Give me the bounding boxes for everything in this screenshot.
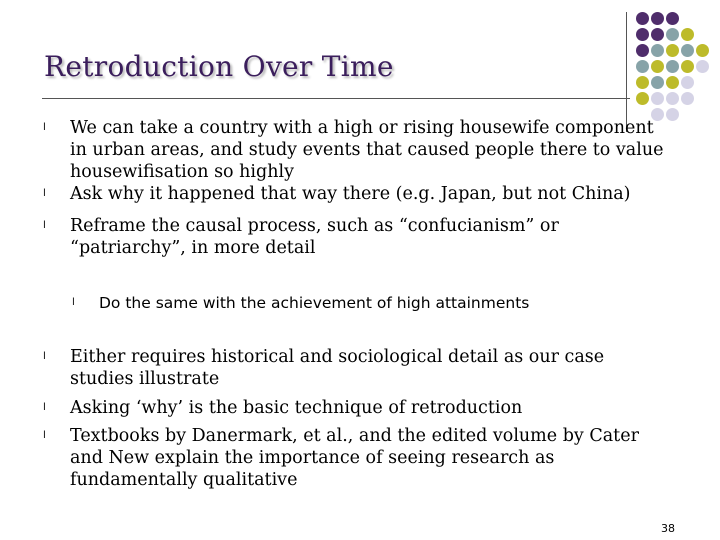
- dot-lavender: [696, 60, 709, 73]
- dot-teal: [681, 44, 694, 57]
- list-item-text: Ask why it happened that way there (e.g. Japan, but not China): [70, 184, 631, 204]
- sub-list-item-text: Do the same with the achievement of high attainments: [99, 294, 530, 312]
- bullet-icon: l: [43, 351, 46, 362]
- dot-olive: [636, 92, 649, 105]
- dot-purple: [636, 44, 649, 57]
- dot-purple: [651, 28, 664, 41]
- dot-teal: [666, 28, 679, 41]
- page-number: 38: [661, 522, 675, 535]
- bullet-icon: l: [43, 430, 46, 441]
- dot-lavender: [681, 76, 694, 89]
- list-item-text: Either requires historical and sociological detail as our case studies illustrate: [70, 347, 605, 389]
- dot-lavender: [681, 92, 694, 105]
- dot-teal: [666, 60, 679, 73]
- list-item: [43, 397, 670, 419]
- dot-purple: [651, 12, 664, 25]
- list-item: [43, 183, 670, 205]
- dot-olive: [681, 60, 694, 73]
- dot-olive: [666, 76, 679, 89]
- dot-purple: [636, 12, 649, 25]
- slide-title: Retroduction Over Time: [44, 50, 394, 83]
- dot-lavender: [666, 92, 679, 105]
- bullet-icon: l: [72, 297, 75, 308]
- list-item: [43, 215, 670, 259]
- dot-teal: [636, 60, 649, 73]
- dot-olive: [681, 28, 694, 41]
- dot-purple: [666, 12, 679, 25]
- list-item-text: Asking ‘why’ is the basic technique of retroduction: [70, 398, 523, 418]
- bullet-icon: l: [43, 402, 46, 413]
- dot-olive: [696, 44, 709, 57]
- list-item-text: Reframe the causal process, such as “confucianism” or “patriarchy”, in more detail: [70, 216, 559, 258]
- dot-purple: [636, 28, 649, 41]
- dot-olive: [651, 60, 664, 73]
- bullet-icon: l: [43, 188, 46, 199]
- list-item: [43, 346, 670, 390]
- dot-lavender: [651, 92, 664, 105]
- list-item-text: We can take a country with a high or rising housewife component in urban areas, and study events that caused people there to value housewifisation so highly: [70, 118, 664, 182]
- list-item: [43, 425, 670, 491]
- bullet-icon: l: [43, 122, 46, 133]
- dot-teal: [651, 76, 664, 89]
- bullet-icon: l: [43, 220, 46, 231]
- dot-olive: [666, 44, 679, 57]
- dot-teal: [651, 44, 664, 57]
- list-item-text: Textbooks by Danermark, et al., and the edited volume by Cater and New explain the importance of seeing research as fundamentally qualitative: [70, 426, 639, 490]
- sub-list-item: [72, 292, 659, 314]
- dot-olive: [636, 76, 649, 89]
- list-item: [43, 117, 670, 183]
